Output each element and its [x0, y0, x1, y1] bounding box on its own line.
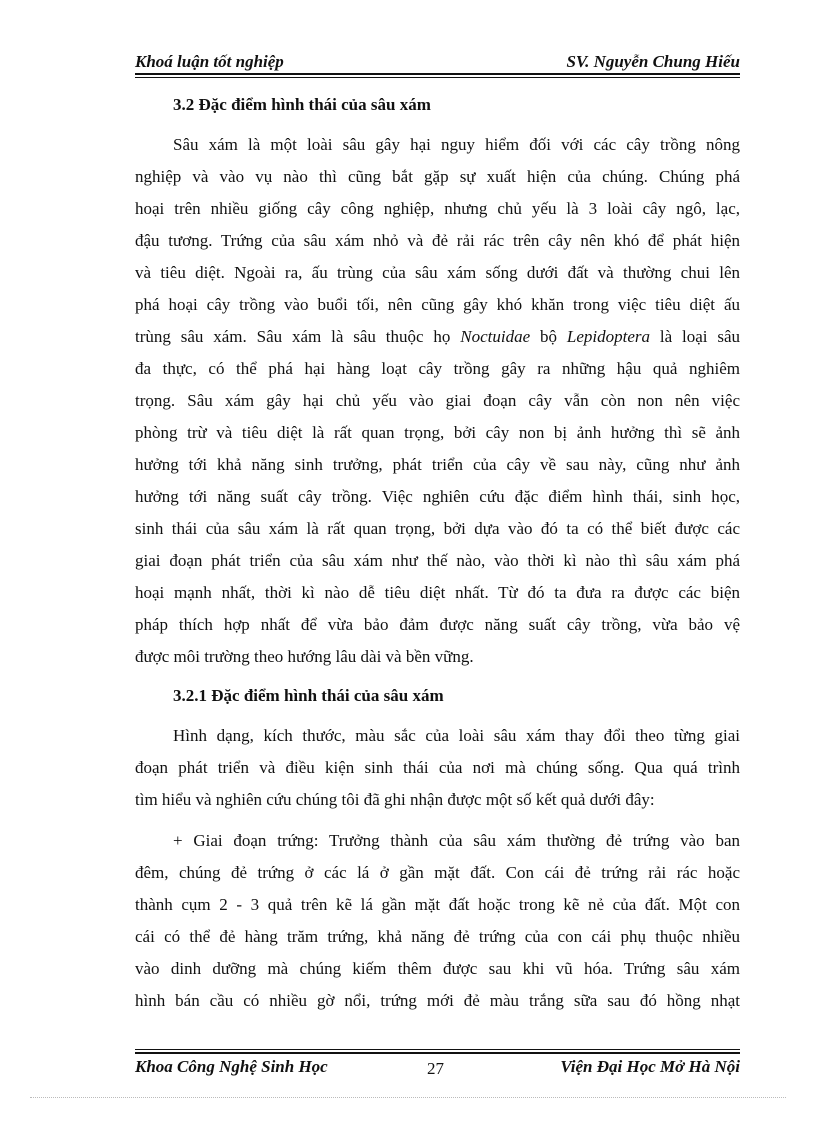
footer-faculty: Khoa Công Nghệ Sinh Học — [135, 1057, 328, 1076]
page-body — [135, 90, 740, 1017]
text-line: thành cụm 2 - 3 quả trên kẽ lá gần mặt đất hoặc trong kẽ nẻ của đất. Một con — [135, 895, 740, 914]
text-line: và tiêu diệt. Ngoài ra, ấu trùng của sâu xám sống dưới đất và thường chui lên — [135, 263, 740, 282]
text-line: + Giai đoạn trứng: Trưởng thành của sâu xám thường đẻ trứng vào ban — [173, 831, 740, 850]
footer-rule — [135, 1052, 740, 1054]
text-line: Hình dạng, kích thước, màu sắc của loài sâu xám thay đổi theo từng giai — [173, 726, 740, 745]
text-line: phòng trừ và tiêu diệt là rất quan trọng, bởi cây non bị ảnh hưởng thì sẽ ảnh — [135, 423, 740, 442]
text-line: hưởng tới khả năng sinh trưởng, phát triển của cây về sau này, cũng như ảnh — [135, 455, 740, 474]
text-line: sinh thái của sâu xám là rất quan trọng, bởi dựa vào đó ta có thể biết được các — [135, 519, 740, 538]
paragraph-3 — [135, 825, 740, 1017]
subsection-title: 3.2.1 Đặc điểm hình thái của sâu xám — [173, 686, 444, 705]
header-thesis-label: Khoá luận tốt nghiệp — [135, 52, 284, 71]
text-line: Sâu xám là một loài sâu gây hại nguy hiểm đối với các cây trồng nông — [173, 135, 740, 154]
text-line: hoại mạnh nhất, thời kì nào dễ tiêu diệt nhất. Từ đó ta đưa ra được các biện — [135, 583, 740, 602]
text-line: đậu tương. Trứng của sâu xám nhỏ và đẻ rải rác trên cây nên khó để phát hiện — [135, 231, 740, 250]
text-line: được môi trường theo hướng lâu dài và bền vững. — [135, 647, 474, 666]
text-line: trọng. Sâu xám gây hại chủ yếu vào giai đoạn cây vẫn còn non nên việc — [135, 391, 740, 410]
text-line: cái có thể đẻ hàng trăm trứng, khả năng đẻ trứng của con cái phụ thuộc nhiều — [135, 927, 740, 946]
header-rule-thin — [135, 77, 740, 78]
text-line: hưởng tới năng suất cây trồng. Việc nghiên cứu đặc điểm hình thái, sinh học, — [135, 487, 740, 506]
page-footer — [135, 1049, 740, 1089]
text-run: là loại sâu — [650, 327, 741, 346]
header-student-name: SV. Nguyễn Chung Hiếu — [566, 52, 740, 71]
text-line: hình bán cầu có nhiều gờ nổi, trứng mới đẻ màu trắng sữa sau đó hồng nhạt — [135, 991, 740, 1010]
text-line: phá hoại cây trồng vào buổi tối, nên cũng gây khó khăn trong việc tiêu diệt ấu — [135, 295, 740, 314]
text-line: nghiệp và vào vụ nào thì cũng bắt gặp sự xuất hiện của chúng. Chúng phá — [135, 167, 740, 186]
page-number: 27 — [427, 1059, 444, 1078]
text-line: vào dinh dưỡng mà chúng kiếm thêm được sau khi vũ hóa. Trứng sâu xám — [135, 959, 740, 978]
scientific-name-order: Lepidoptera — [566, 327, 651, 346]
text-line: giai đoạn phát triển của sâu xám như thế nào, vào thời kì nào thì sâu xám phá — [135, 551, 740, 570]
text-line — [135, 321, 740, 353]
footer-rule-thin — [135, 1049, 740, 1050]
text-line: đêm, chúng đẻ trứng ở các lá ở gần mặt đất. Con cái đẻ trứng rải rác hoặc — [135, 863, 740, 882]
text-line: hoại trên nhiều giống cây công nghiệp, nhưng chủ yếu là 3 loài cây ngô, lạc, — [135, 199, 740, 218]
footer-institution: Viện Đại Học Mở Hà Nội — [560, 1057, 740, 1076]
text-run: trùng sâu xám. Sâu xám là sâu thuộc họ — [135, 327, 461, 346]
paragraph-1 — [135, 129, 740, 673]
scientific-name-family: Noctuidae — [460, 327, 531, 346]
text-line: đoạn phát triển và điều kiện sinh thái của nơi mà chúng sống. Qua quá trình — [135, 758, 740, 777]
text-line: đa thực, có thể phá hại hàng loạt cây trồng gây ra những hậu quả nghiêm — [135, 359, 740, 378]
page-bottom-divider — [30, 1097, 786, 1098]
page-header — [135, 50, 740, 76]
text-line: tìm hiểu và nghiên cứu chúng tôi đã ghi nhận được một số kết quả dưới đây: — [135, 790, 655, 809]
text-run: bộ — [530, 327, 567, 346]
section-title: 3.2 Đặc điểm hình thái của sâu xám — [173, 95, 431, 114]
text-line: pháp thích hợp nhất để vừa bảo đảm được năng suất cây trồng, vừa bảo vệ — [135, 615, 740, 634]
header-rule — [135, 73, 740, 75]
paragraph-2 — [135, 720, 740, 816]
